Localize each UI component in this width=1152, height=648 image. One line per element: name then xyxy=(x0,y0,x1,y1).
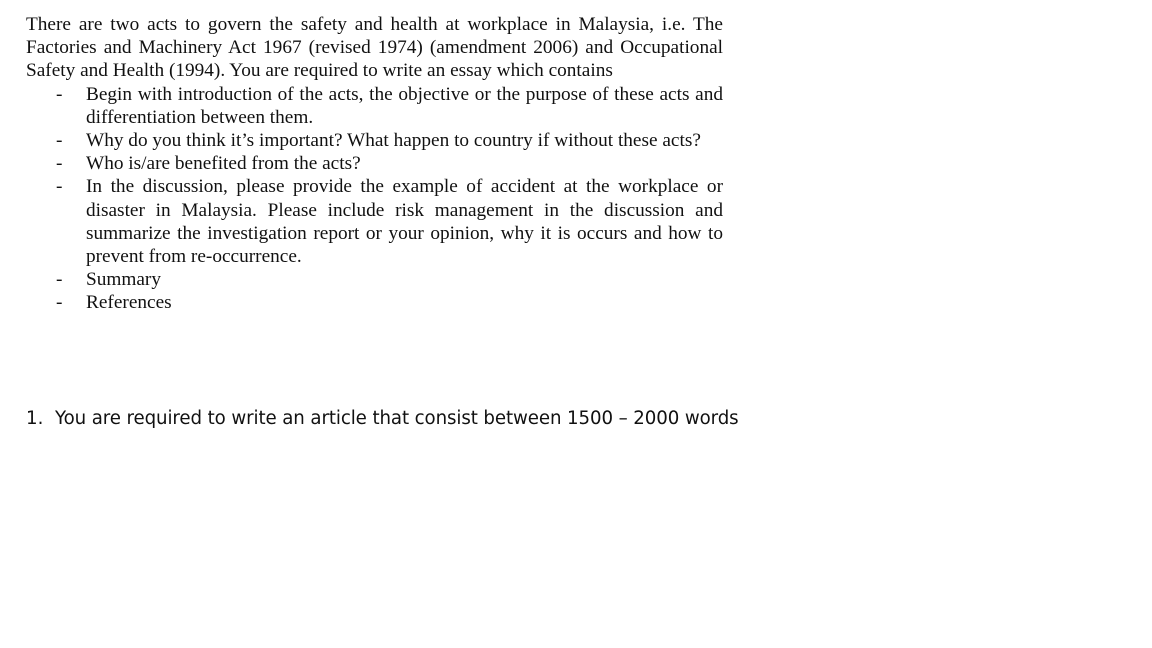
list-item xyxy=(26,83,723,129)
bullet-dash: - xyxy=(56,153,63,175)
list-item xyxy=(26,152,723,175)
bullet-dash: - xyxy=(56,292,63,314)
intro-paragraph: There are two acts to govern the safety and health at workplace in Malaysia, i.e. The Factories and Machinery Act 1967 (revised 1974) (amendment 2006) and Occupational Safety and Health (1994). You are required to write an essay which contains xyxy=(26,14,723,82)
task-text: Who is/are benefited from the acts? xyxy=(86,153,361,175)
bullet-dash: - xyxy=(56,83,63,105)
list-item xyxy=(26,291,723,314)
list-item xyxy=(26,175,723,268)
requirement-number: 1. xyxy=(26,408,44,429)
word-count-requirement xyxy=(26,406,739,432)
task-list xyxy=(26,83,723,315)
list-item xyxy=(26,129,723,152)
task-text: References xyxy=(86,292,172,314)
task-text: Summary xyxy=(86,269,161,291)
task-text: In the discussion, please provide the example of accident at the workplace or disaster in Malaysia. Please include risk management in the discussion and summarize the investigation report or your opinion, why it is occurs and how to prevent from re-occurrence. xyxy=(86,176,723,268)
task-text: Begin with introduction of the acts, the objective or the purpose of these acts and differentiation between them. xyxy=(86,83,723,128)
requirement-text: You are required to write an article that consist between 1500 – 2000 words xyxy=(55,408,739,429)
task-text: Why do you think it’s important? What happen to country if without these acts? xyxy=(86,130,701,152)
bullet-dash: - xyxy=(56,269,63,291)
bullet-dash: - xyxy=(56,130,63,152)
list-item xyxy=(26,268,723,291)
document-body xyxy=(26,13,723,315)
bullet-dash: - xyxy=(56,176,63,198)
